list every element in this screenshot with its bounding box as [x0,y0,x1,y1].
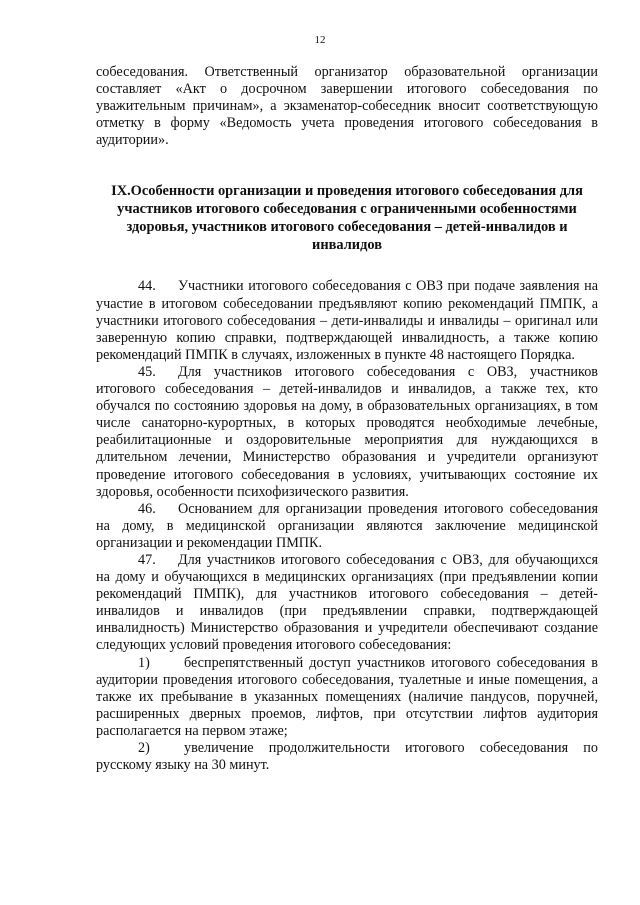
list-item-text: беспрепятственный доступ участников итогового собеседования в аудитории проведения итогового собеседования, туалетные и иные помещения, а также их пребывание в указанных помещениях (наличие пандусов, поручней, расширенных дверных проемов, лифтов, при отсутствии лифтов аудитория располагается на первом этаже; [96,654,598,739]
list-item-2 [96,740,598,774]
paragraph-47 [96,552,598,655]
paragraph-number: 47. [138,551,156,568]
list-item-number: 1) [138,654,150,671]
paragraph-45 [96,364,598,501]
list-item-number: 2) [138,740,150,756]
page-number: 12 [314,34,326,46]
list-item-1 [96,655,598,740]
paragraph-text: Для участников итогового собеседования с ОВЗ, для обучающихся на дому и обучающихся в медицинских организациях (при предъявлении копии рекомендаций ПМПК), для участников итогового собеседования – детей-инвалидов и инвалидов (при предъявлении справки, подтверждающей инвалидность) Министерство образования и учредители обеспечивают создание следующих условий проведения итогового собеседования: [96,551,598,654]
paragraph-text: Основанием для организации проведения итогового собеседования на дому, в медицинской организации являются заключение медицинской организации и рекомендации ПМПК. [96,500,598,551]
paragraph-number: 44. [138,278,156,295]
intro-paragraph: собеседования. Ответственный организатор образовательной организации составляет «Акт о досрочном завершении итогового собеседования по уважительным причинам», а экзаменатор-собеседник вносит соответствующую отметку в форму «Ведомость учета проведения итогового собеседования в аудитории». [96,64,598,149]
paragraph-46 [96,501,598,552]
section-heading: IX.Особенности организации и проведения итогового собеседования для участников итогового собеседования с ограниченными особенностями здоровья, участников итогового собеседования – детей-инвалидов и инвалидов [111,183,583,254]
paragraph-number: 45. [138,363,156,380]
list-item-text: увеличение продолжительности итогового собеседования по русскому языку на 30 минут. [96,740,598,774]
paragraph-text: Для участников итогового собеседования с ОВЗ, участников итогового собеседования – детей-инвалидов и инвалидов, а также тех, кто обучался по состоянию здоровья на дому, в образовательных организациях, в том числе санаторно-курортных, в которых проводятся необходимые лечебные, реабилитационные и оздоровительные мероприятия для нуждающихся в длительном лечении, Министерство образования и учредители организуют проведение итогового собеседования в условиях, учитывающих состояние их здоровья, особенности психофизического развития. [96,363,598,500]
paragraph-44 [96,278,598,363]
document-body [96,64,598,774]
paragraph-number: 46. [138,500,156,517]
paragraph-text: Участники итогового собеседования с ОВЗ при подаче заявления на участие в итоговом собеседовании предъявляют копию рекомендаций ПМПК, а участники итогового собеседования – дети-инвалиды и инвалиды – оригинал или заверенную копию справки, подтверждающей инвалидность, а также копию рекомендаций ПМПК в случаях, изложенных в пункте 48 настоящего Порядка. [96,278,598,363]
